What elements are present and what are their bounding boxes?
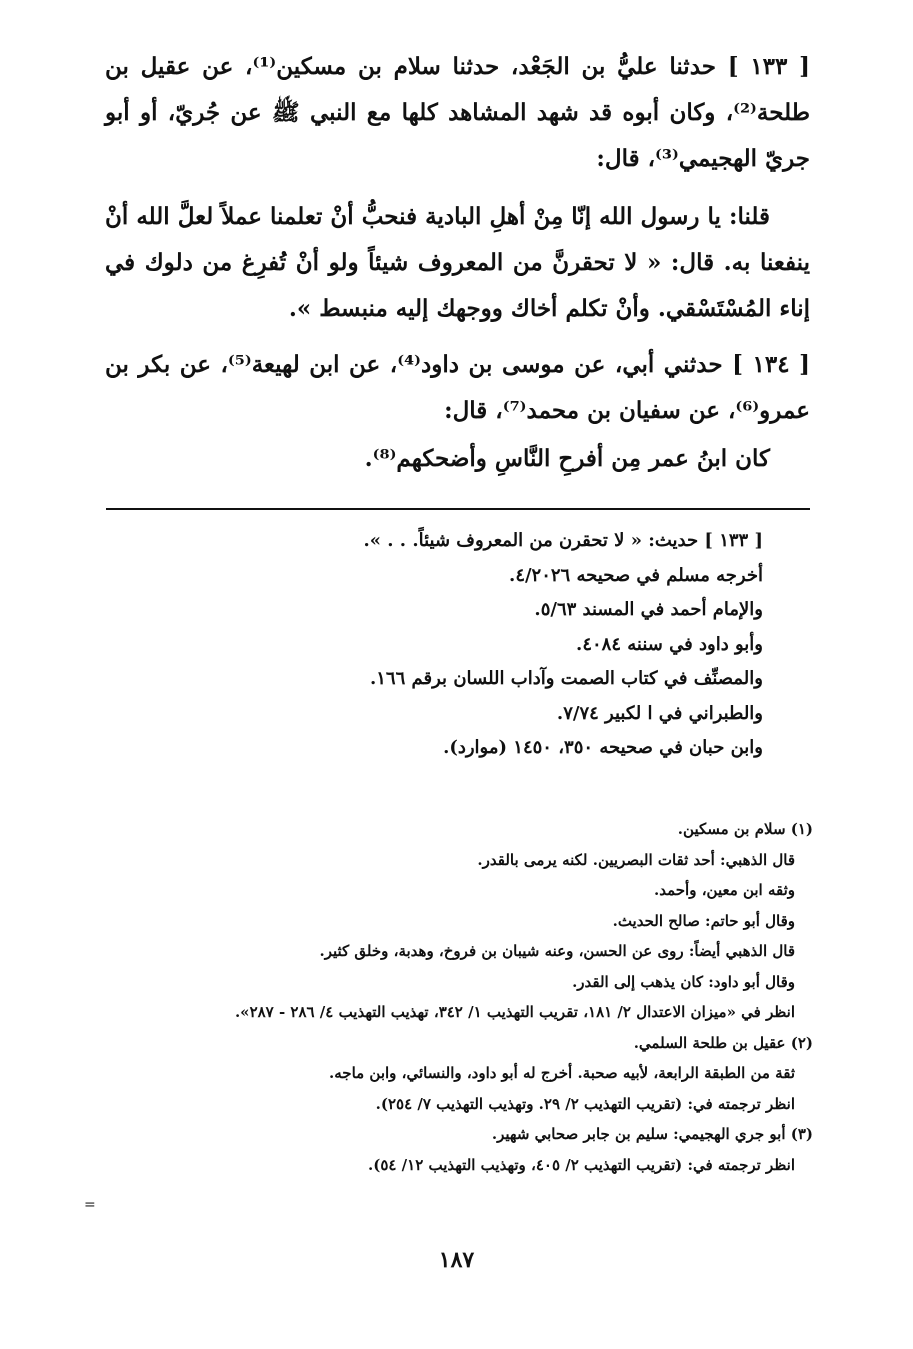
hadith-134-matn (105, 436, 810, 482)
margin-mark: = (84, 1197, 96, 1213)
footnote-1-line: قال الذهبي أيضاً: روى عن الحسن، وعنه شيبان بن فروخ، وهدبة، وخلق كثير. (319, 942, 795, 960)
footnote-1-line: وقال أبو داود: كان يذهب إلى القدر. (572, 972, 795, 991)
takhrij-line: [ ١٣٣ ] حديث: « لا تحقرن من المعروف شيئاً. . . ». (363, 530, 763, 551)
takhrij-line: والإمام أحمد في المسند ٥/٦٣. (534, 599, 763, 620)
footnote-divider (106, 508, 810, 510)
footnote-3-line: انظر ترجمته في: (تقريب التهذيب ٢/ ٤٠٥، وتهذيب التهذيب ١٢/ ٥٤). (367, 1155, 795, 1174)
footnote-1-line: انظر في «ميزان الاعتدال ٢/ ١٨١، تقريب التهذيب ١/ ٣٤٢، تهذيب التهذيب ٤/ ٢٨٦ - ٢٨٧». (234, 1003, 795, 1021)
hadith-134-matn-text: كان ابنُ عمر مِن أفرحِ النَّاسِ وأضحكهم⁽⁸⁾. (364, 445, 770, 472)
footnotes (113, 814, 813, 1180)
footnote-1-line: وقال أبو حاتم: صالح الحديث. (612, 911, 795, 930)
footnote-2-title: (٢) عقيل بن طلحة السلمي. (633, 1033, 813, 1052)
hadith-133-matn-text: قلنا: يا رسول الله إنّا مِنْ أهلِ البادية فنحبُّ أنْ تعلمنا عملاً لعلَّ الله أنْ ينفعنا به. قال: « لا تحقرنَّ من المعروف شيئاً ولو أنْ تُفرِغ من دلوك في إناء المُسْتَسْقي. وأنْ تكلم أخاك ووجهك إليه منبسط ». (105, 203, 810, 322)
takhrij-line: وابن حبان في صحيحه ٣٥٠، ١٤٥٠ (موارد). (443, 737, 763, 758)
hadith-133-matn (105, 194, 810, 332)
takhrij-line: وأبو داود في سننه ٤٠٨٤. (576, 633, 763, 655)
footnote-1-line: قال الذهبي: أحد ثقات البصريين. لكنه يرمى بالقدر. (477, 850, 795, 869)
hadith-133-isnad-text: [ ١٣٣ ] حدثنا عليُّ بن الجَعْد، حدثنا سلام بن مسكين⁽¹⁾، عن عقيل بن طلحة⁽²⁾، وكان أبوه قد شهد المشاهد كلها مع النبي ﷺ عن جُريّ، أو أبو جريّ الهجيمي⁽³⁾، قال: (105, 53, 810, 172)
footnote-2-line: انظر ترجمته في: (تقريب التهذيب ٢/ ٢٩. وتهذيب التهذيب ٧/ ٢٥٤). (375, 1094, 795, 1113)
footnote-1-title: (١) سلام بن مسكين. (677, 820, 813, 838)
footnote-2-line: ثقة من الطبقة الرابعة، لأبيه صحبة. أخرج له أبو داود، والنسائي، وابن ماجه. (329, 1064, 795, 1082)
takhrij-line: أخرجه مسلم في صحيحه ٤/٢٠٢٦. (509, 564, 763, 586)
footnote-1-line: وثقه ابن معين، وأحمد. (654, 881, 795, 899)
hadith-134-isnad-text: [ ١٣٤ ] حدثني أبي، عن موسى بن داود⁽⁴⁾، عن ابن لهيعة⁽⁵⁾، عن بكر بن عمرو⁽⁶⁾، عن سفيان بن محمد⁽⁷⁾، قال: (105, 351, 811, 424)
takhrij-line: والطبراني في ا لكبير ٧/٧٤. (556, 702, 763, 724)
takhrij-block (143, 524, 763, 766)
footnote-3-title: (٣) أبو جري الهجيمي: سليم بن جابر صحابي شهير. (491, 1125, 813, 1143)
hadith-134-isnad (105, 342, 810, 434)
page-number: ١٨٧ (438, 1247, 475, 1273)
takhrij-line: والمصنِّف في كتاب الصمت وآداب اللسان برقم ١٦٦. (369, 668, 763, 689)
hadith-133-isnad (105, 44, 810, 182)
